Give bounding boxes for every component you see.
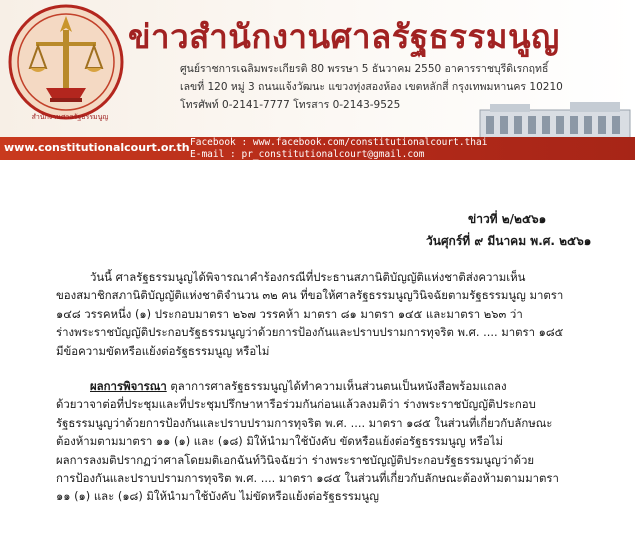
paragraph-line: ต้องห้ามตามมาตรา ๑๑ (๑) และ (๑๘) มิให้นำมาใช้บังคับ ขัดหรือแย้งต่อรัฐธรรมนูญ หรือไม่ — [56, 434, 503, 449]
phone-fax-line: โทรศัพท์ 0-2141-7777 โทรสาร 0-2143-9525 — [180, 99, 401, 111]
body-paragraph-2 — [56, 377, 604, 506]
facebook-link[interactable]: Facebook : www.facebook.com/constitutionalcourt.thai — [190, 137, 488, 148]
paragraph-line: วันนี้ ศาลรัฐธรรมนูญได้พิจารณาคำร้องกรณีที่ประธานสภานิติบัญญัติแห่งชาติส่งความเห็น — [90, 270, 526, 284]
address-line-2: เลขที่ 120 หมู่ 3 ถนนแจ้งวัฒนะ แขวงทุ่งสองห้อง เขตหลักสี่ กรุงเทพมหานคร 10210 — [180, 81, 563, 93]
news-date: วันศุกร์ที่ ๙ มีนาคม พ.ศ. ๒๕๖๑ — [426, 234, 592, 248]
letterhead — [0, 0, 635, 160]
paragraph-line: ๑๑ (๑) และ (๑๘) มิให้นำมาใช้บังคับ ไม่ขัดหรือแย้งต่อรัฐธรรมนูญ — [56, 489, 379, 504]
page-title: ข่าวสำนักงานศาลรัฐธรรมนูญ — [128, 17, 560, 56]
result-heading: ผลการพิจารณา — [90, 379, 167, 393]
address-line-1: ศูนย์ราชการเฉลิมพระเกียรติ 80 พรรษา 5 ธันวาคม 2550 อาคารราชบุรีดิเรกฤทธิ์ — [180, 63, 549, 75]
email-link[interactable]: E-mail : pr_constitutionalcourt@gmail.com — [190, 149, 425, 160]
paragraph-line: ร่างพระราชบัญญัติประกอบรัฐธรรมนูญว่าด้วยการป้องกันและปราบปรามการทุจริต พ.ศ. .... มาตรา ๑๘๕ — [56, 325, 564, 340]
news-number: ข่าวที่ ๒/๒๕๖๑ — [468, 212, 547, 226]
paragraph-line: มีข้อความขัดหรือแย้งต่อรัฐธรรมนูญ หรือไม่ — [56, 343, 270, 358]
seal-caption: สำนักงานศาลรัฐธรรมนูญ — [31, 113, 109, 121]
website-link[interactable]: www.constitutionalcourt.or.th — [4, 141, 190, 154]
paragraph-line: การป้องกันและปราบปรามการทุจริต พ.ศ. .... มาตรา ๑๘๕ ในส่วนที่เกี่ยวกับลักษณะต้องห้ามตามมาตรา — [56, 471, 559, 486]
paragraph-line: รัฐธรรมนูญว่าด้วยการป้องกันและปราบปรามการทุจริต พ.ศ. .... มาตรา ๑๘๕ ในส่วนที่เกี่ยวกับลักษณะ — [56, 415, 553, 430]
paragraph-line: ๑๔๘ วรรคหนึ่ง (๑) ประกอบมาตรา ๒๖๗ วรรคห้า มาตรา ๘๑ มาตรา ๑๔๕ และมาตรา ๒๖๓ ว่า — [56, 306, 523, 321]
paragraph-line: ด้วยวาจาต่อที่ประชุมและที่ประชุมปรึกษาหารือร่วมกันก่อนแล้วลงมติว่า ร่างพระราชบัญญัติประกอบ — [56, 397, 536, 412]
result-text: ตุลาการศาลรัฐธรรมนูญได้ทำความเห็นส่วนตนเป็นหนังสือพร้อมแถลง — [166, 379, 507, 393]
body-paragraph-1 — [56, 268, 604, 360]
paragraph-line: ของสมาชิกสภานิติบัญญัติแห่งชาติจำนวน ๓๒ คน ที่ขอให้ศาลรัฐธรรมนูญวินิจฉัยตามรัฐธรรมนูญ มาตรา — [56, 288, 564, 303]
paragraph-line — [56, 377, 604, 395]
paragraph-line: ผลการลงมติปรากฏว่าศาลโดยมติเอกฉันท์วินิจฉัยว่า ร่างพระราชบัญญัติประกอบรัฐธรรมนูญว่าด้วย — [56, 452, 535, 467]
